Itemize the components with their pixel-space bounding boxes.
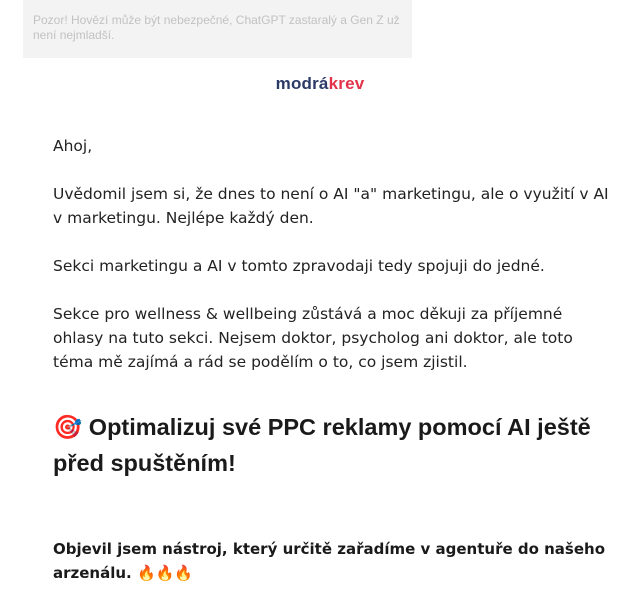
fire-icon: 🔥🔥🔥 (136, 564, 194, 582)
preheader-text: Pozor! Hovězí může být nebezpečné, ChatGPT zastaralý a Gen Z už není nejmladší. (33, 13, 400, 42)
paragraph-ai-marketing: Uvědomil jsem si, že dnes to není o AI "a" marketingu, ale o využití v AI v marketingu. Nejlépe každý den. (53, 185, 609, 227)
greeting: Ahoj, (53, 137, 93, 155)
paragraph-wellness: Sekce pro wellness & wellbeing zůstává a moc děkuji za příjemné ohlasy na tuto sekci. Nejsem doktor, psycholog ani doktor, ale toto téma mě zajímá a rád se podělím o to, co jsem zjistil. (53, 305, 573, 371)
tool-announcement-text: Objevil jsem nástroj, který určitě zařadíme v agentuře do našeho arzenálu. (53, 540, 606, 582)
paragraph-section-merge: Sekci marketingu a AI v tomto zpravodaji tedy spojuji do jedné. (53, 257, 545, 275)
target-icon: 🎯 (53, 413, 83, 441)
email-preheader (23, 0, 412, 58)
tool-announcement (53, 537, 613, 585)
section-headline (53, 409, 623, 481)
logo-text-modra: modrá (275, 74, 329, 93)
brand-logo[interactable] (0, 74, 640, 94)
logo-text-krev: krev (328, 74, 365, 93)
headline-text: Optimalizuj své PPC reklamy pomocí AI ještě před spuštěním! (53, 414, 591, 476)
